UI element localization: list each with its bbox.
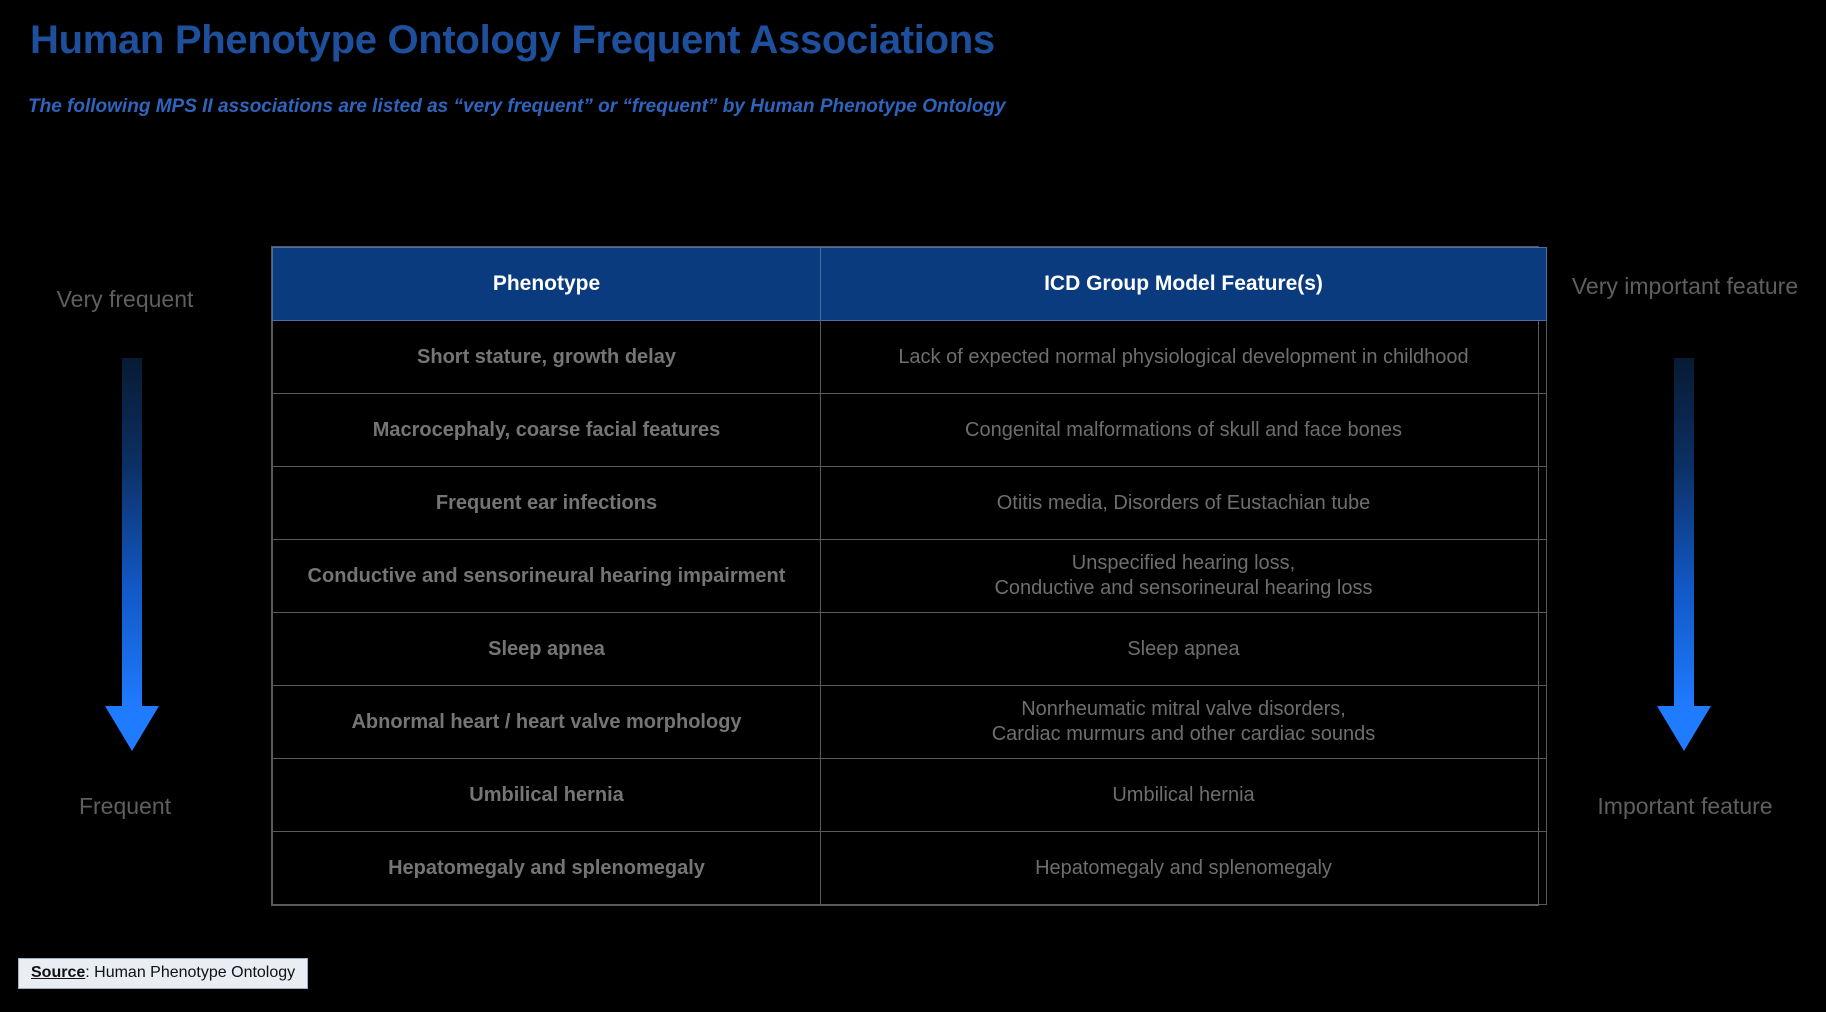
cell-phenotype: Frequent ear infections — [273, 467, 821, 540]
table-body — [273, 321, 1547, 905]
cell-icd-feature: Lack of expected normal physiological development in childhood — [821, 321, 1547, 394]
arrow-head — [105, 706, 159, 751]
table-row — [273, 321, 1547, 394]
cell-phenotype: Sleep apnea — [273, 613, 821, 686]
cell-icd-feature: Sleep apnea — [821, 613, 1547, 686]
cell-icd-feature: Umbilical hernia — [821, 759, 1547, 832]
table-row — [273, 467, 1547, 540]
table-row — [273, 613, 1547, 686]
phenotype-table — [272, 247, 1547, 905]
cell-phenotype: Hepatomegaly and splenomegaly — [273, 832, 821, 905]
table-row — [273, 832, 1547, 905]
scale-right-top-label: Very important feature — [1571, 273, 1799, 299]
cell-phenotype: Conductive and sensorineural hearing impairment — [273, 540, 821, 613]
cell-icd-feature: Congenital malformations of skull and face bones — [821, 394, 1547, 467]
column-header-icd-feature: ICD Group Model Feature(s) — [821, 248, 1547, 321]
table-row — [273, 759, 1547, 832]
cell-phenotype: Abnormal heart / heart valve morphology — [273, 686, 821, 759]
gradient-arrow-down-right-icon — [1657, 358, 1711, 758]
cell-icd-feature: Otitis media, Disorders of Eustachian tube — [821, 467, 1547, 540]
phenotype-table-container — [271, 246, 1539, 906]
table-row — [273, 686, 1547, 759]
cell-phenotype: Short stature, growth delay — [273, 321, 821, 394]
source-text: : Human Phenotype Ontology — [85, 964, 296, 981]
column-header-phenotype: Phenotype — [273, 248, 821, 321]
scale-left-bottom-label: Frequent — [78, 793, 172, 819]
table-header — [273, 248, 1547, 321]
arrow-head — [1657, 706, 1711, 751]
source-note — [18, 958, 308, 989]
cell-phenotype: Macrocephaly, coarse facial features — [273, 394, 821, 467]
table-header-row — [273, 248, 1547, 321]
cell-icd-feature: Unspecified hearing loss, Conductive and sensorineural hearing loss — [821, 540, 1547, 613]
arrow-shaft — [1674, 358, 1694, 708]
scale-left-top-label: Very frequent — [56, 286, 194, 312]
scale-right-bottom-label: Important feature — [1597, 793, 1773, 819]
gradient-arrow-down-left-icon — [105, 358, 159, 758]
page-title: Human Phenotype Ontology Frequent Associations — [30, 18, 995, 62]
cell-icd-feature: Hepatomegaly and splenomegaly — [821, 832, 1547, 905]
page-subtitle: The following MPS II associations are listed as “very frequent” or “frequent” by Human Phenotype Ontology — [28, 96, 1006, 117]
cell-icd-feature: Nonrheumatic mitral valve disorders, Cardiac murmurs and other cardiac sounds — [821, 686, 1547, 759]
cell-phenotype: Umbilical hernia — [273, 759, 821, 832]
arrow-shaft — [122, 358, 142, 708]
table-row — [273, 394, 1547, 467]
source-label: Source — [31, 964, 86, 981]
table-row — [273, 540, 1547, 613]
